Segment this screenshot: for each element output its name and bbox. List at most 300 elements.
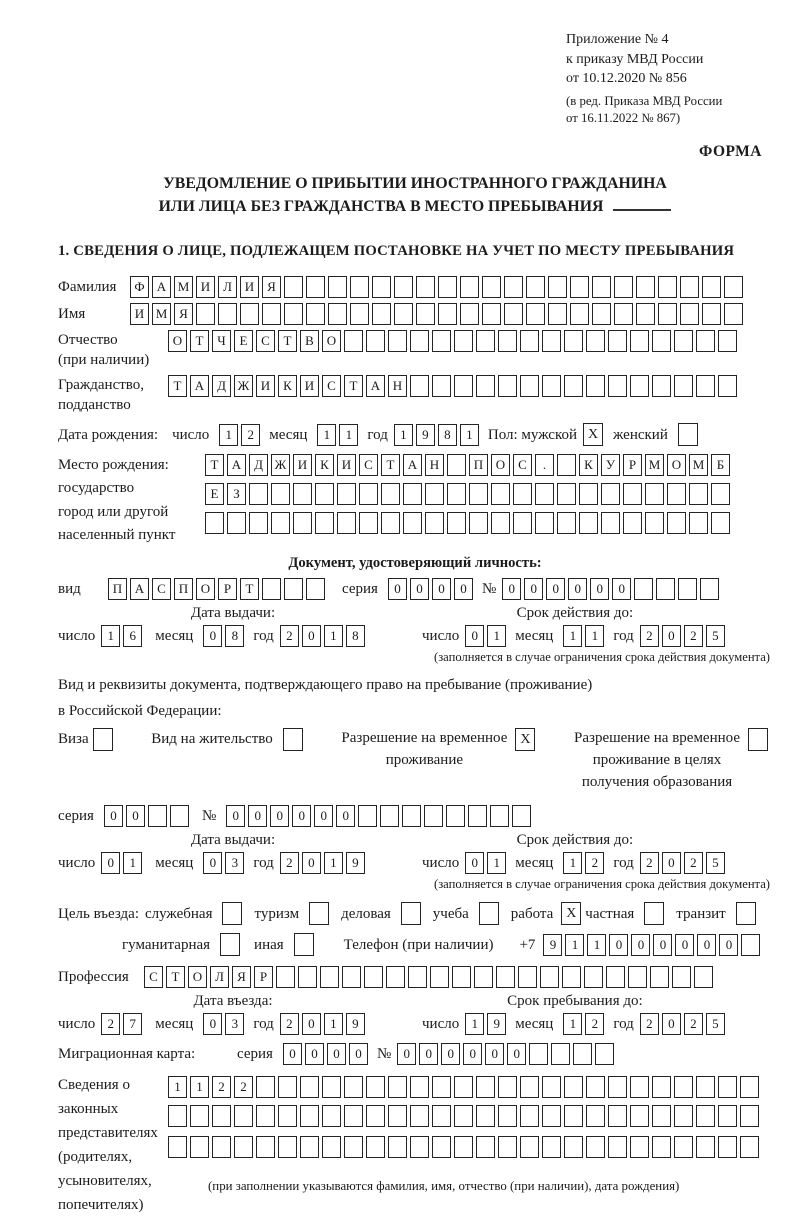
form-cell[interactable]: [432, 375, 451, 397]
form-cell[interactable]: [689, 483, 708, 505]
form-cell[interactable]: [284, 276, 303, 298]
form-cell[interactable]: С: [144, 966, 163, 988]
form-cell[interactable]: [696, 1076, 715, 1098]
form-cell[interactable]: [278, 1136, 297, 1158]
form-cell[interactable]: [608, 1136, 627, 1158]
form-cell[interactable]: И: [293, 454, 312, 476]
form-cell[interactable]: 1: [339, 424, 358, 446]
purpose-study-checkbox[interactable]: [479, 902, 499, 925]
form-cell[interactable]: 0: [454, 578, 473, 600]
form-cell[interactable]: 1: [563, 625, 582, 647]
form-cell[interactable]: [432, 1136, 451, 1158]
form-cell[interactable]: [542, 375, 561, 397]
form-cell[interactable]: И: [130, 303, 149, 325]
form-cell[interactable]: 3: [225, 852, 244, 874]
form-cell[interactable]: 0: [104, 805, 123, 827]
form-cell[interactable]: 1: [587, 934, 606, 956]
form-cell[interactable]: [573, 1043, 592, 1065]
form-cell[interactable]: 2: [684, 625, 703, 647]
form-cell[interactable]: К: [579, 454, 598, 476]
form-cell[interactable]: [630, 330, 649, 352]
visa-checkbox[interactable]: [93, 728, 113, 751]
form-cell[interactable]: [557, 454, 576, 476]
form-cell[interactable]: [328, 303, 347, 325]
form-cell[interactable]: [548, 276, 567, 298]
form-cell[interactable]: [293, 483, 312, 505]
form-cell[interactable]: [460, 303, 479, 325]
form-cell[interactable]: [212, 1136, 231, 1158]
form-cell[interactable]: Я: [262, 276, 281, 298]
form-cell[interactable]: [557, 512, 576, 534]
form-cell[interactable]: [293, 512, 312, 534]
form-cell[interactable]: 2: [212, 1076, 231, 1098]
form-cell[interactable]: [623, 512, 642, 534]
form-cell[interactable]: [256, 1076, 275, 1098]
form-cell[interactable]: 0: [441, 1043, 460, 1065]
form-cell[interactable]: 0: [675, 934, 694, 956]
form-cell[interactable]: [630, 375, 649, 397]
form-cell[interactable]: [520, 1076, 539, 1098]
form-cell[interactable]: 0: [349, 1043, 368, 1065]
form-cell[interactable]: [718, 1105, 737, 1127]
form-cell[interactable]: [586, 1136, 605, 1158]
form-cell[interactable]: 0: [662, 852, 681, 874]
form-cell[interactable]: [447, 512, 466, 534]
form-cell[interactable]: Д: [212, 375, 231, 397]
form-cell[interactable]: 1: [487, 852, 506, 874]
form-cell[interactable]: [300, 1136, 319, 1158]
form-cell[interactable]: [564, 1105, 583, 1127]
form-cell[interactable]: [535, 512, 554, 534]
form-cell[interactable]: [650, 966, 669, 988]
form-cell[interactable]: И: [300, 375, 319, 397]
form-cell[interactable]: [672, 966, 691, 988]
form-cell[interactable]: 2: [684, 852, 703, 874]
form-cell[interactable]: 2: [585, 1013, 604, 1035]
form-cell[interactable]: 8: [225, 625, 244, 647]
form-cell[interactable]: [381, 512, 400, 534]
form-cell[interactable]: 0: [327, 1043, 346, 1065]
form-cell[interactable]: 5: [706, 1013, 725, 1035]
form-cell[interactable]: [504, 276, 523, 298]
form-cell[interactable]: [674, 375, 693, 397]
form-cell[interactable]: Т: [166, 966, 185, 988]
form-cell[interactable]: [557, 483, 576, 505]
form-cell[interactable]: Ф: [130, 276, 149, 298]
form-cell[interactable]: [359, 512, 378, 534]
form-cell[interactable]: М: [152, 303, 171, 325]
form-cell[interactable]: 0: [270, 805, 289, 827]
form-cell[interactable]: [696, 330, 715, 352]
form-cell[interactable]: 2: [280, 1013, 299, 1035]
form-cell[interactable]: [350, 276, 369, 298]
form-cell[interactable]: [342, 966, 361, 988]
form-cell[interactable]: [520, 1105, 539, 1127]
form-cell[interactable]: [262, 578, 281, 600]
form-cell[interactable]: [256, 1136, 275, 1158]
form-cell[interactable]: Т: [381, 454, 400, 476]
form-cell[interactable]: [614, 276, 633, 298]
form-cell[interactable]: [476, 1076, 495, 1098]
form-cell[interactable]: [196, 303, 215, 325]
form-cell[interactable]: [218, 303, 237, 325]
form-cell[interactable]: А: [227, 454, 246, 476]
form-cell[interactable]: 9: [346, 1013, 365, 1035]
form-cell[interactable]: У: [601, 454, 620, 476]
form-cell[interactable]: [656, 578, 675, 600]
form-cell[interactable]: [447, 483, 466, 505]
form-cell[interactable]: [322, 1105, 341, 1127]
form-cell[interactable]: [645, 483, 664, 505]
form-cell[interactable]: [271, 483, 290, 505]
form-cell[interactable]: [337, 483, 356, 505]
form-cell[interactable]: [240, 303, 259, 325]
temp-residence-edu-checkbox[interactable]: [748, 728, 768, 751]
form-cell[interactable]: [460, 276, 479, 298]
form-cell[interactable]: [606, 966, 625, 988]
form-cell[interactable]: [402, 805, 421, 827]
form-cell[interactable]: 0: [410, 578, 429, 600]
form-cell[interactable]: [586, 1105, 605, 1127]
form-cell[interactable]: [278, 1105, 297, 1127]
form-cell[interactable]: К: [315, 454, 334, 476]
form-cell[interactable]: 2: [280, 852, 299, 874]
form-cell[interactable]: 0: [653, 934, 672, 956]
form-cell[interactable]: [542, 1136, 561, 1158]
form-cell[interactable]: М: [689, 454, 708, 476]
form-cell[interactable]: [410, 330, 429, 352]
form-cell[interactable]: [542, 1076, 561, 1098]
purpose-official-checkbox[interactable]: [222, 902, 242, 925]
form-cell[interactable]: 3: [225, 1013, 244, 1035]
form-cell[interactable]: [520, 1136, 539, 1158]
form-cell[interactable]: [408, 966, 427, 988]
purpose-other-checkbox[interactable]: [294, 933, 314, 956]
form-cell[interactable]: [711, 483, 730, 505]
form-cell[interactable]: [520, 330, 539, 352]
form-cell[interactable]: 0: [397, 1043, 416, 1065]
form-cell[interactable]: [322, 1136, 341, 1158]
form-cell[interactable]: 0: [612, 578, 631, 600]
form-cell[interactable]: А: [152, 276, 171, 298]
form-cell[interactable]: [636, 303, 655, 325]
form-cell[interactable]: [344, 1136, 363, 1158]
form-cell[interactable]: 0: [126, 805, 145, 827]
form-cell[interactable]: [190, 1136, 209, 1158]
form-cell[interactable]: 0: [697, 934, 716, 956]
form-cell[interactable]: [694, 966, 713, 988]
form-cell[interactable]: [350, 303, 369, 325]
form-cell[interactable]: Т: [190, 330, 209, 352]
form-cell[interactable]: [410, 1105, 429, 1127]
form-cell[interactable]: [592, 276, 611, 298]
form-cell[interactable]: [570, 276, 589, 298]
form-cell[interactable]: 2: [640, 1013, 659, 1035]
form-cell[interactable]: [601, 483, 620, 505]
form-cell[interactable]: [700, 578, 719, 600]
form-cell[interactable]: [425, 512, 444, 534]
form-cell[interactable]: 9: [346, 852, 365, 874]
form-cell[interactable]: [388, 330, 407, 352]
form-cell[interactable]: [491, 483, 510, 505]
form-cell[interactable]: 0: [568, 578, 587, 600]
form-cell[interactable]: [366, 1105, 385, 1127]
form-cell[interactable]: [403, 512, 422, 534]
form-cell[interactable]: [542, 330, 561, 352]
residence-permit-checkbox[interactable]: [283, 728, 303, 751]
form-cell[interactable]: 1: [487, 625, 506, 647]
form-cell[interactable]: [410, 375, 429, 397]
form-cell[interactable]: [380, 805, 399, 827]
form-cell[interactable]: С: [256, 330, 275, 352]
form-cell[interactable]: 7: [123, 1013, 142, 1035]
form-cell[interactable]: 1: [563, 1013, 582, 1035]
form-cell[interactable]: А: [190, 375, 209, 397]
form-cell[interactable]: [447, 454, 466, 476]
form-cell[interactable]: Т: [168, 375, 187, 397]
form-cell[interactable]: [520, 375, 539, 397]
form-cell[interactable]: [306, 578, 325, 600]
form-cell[interactable]: [562, 966, 581, 988]
form-cell[interactable]: 0: [388, 578, 407, 600]
form-cell[interactable]: [315, 512, 334, 534]
form-cell[interactable]: [476, 375, 495, 397]
form-cell[interactable]: 0: [305, 1043, 324, 1065]
form-cell[interactable]: А: [403, 454, 422, 476]
form-cell[interactable]: [498, 330, 517, 352]
form-cell[interactable]: Е: [234, 330, 253, 352]
form-cell[interactable]: 1: [465, 1013, 484, 1035]
form-cell[interactable]: [696, 1136, 715, 1158]
purpose-private-checkbox[interactable]: [644, 902, 664, 925]
form-cell[interactable]: [364, 966, 383, 988]
form-cell[interactable]: [584, 966, 603, 988]
form-cell[interactable]: 8: [438, 424, 457, 446]
form-cell[interactable]: .: [535, 454, 554, 476]
form-cell[interactable]: 9: [543, 934, 562, 956]
form-cell[interactable]: [469, 483, 488, 505]
form-cell[interactable]: [526, 303, 545, 325]
form-cell[interactable]: [551, 1043, 570, 1065]
purpose-tourism-checkbox[interactable]: [309, 902, 329, 925]
form-cell[interactable]: [586, 330, 605, 352]
form-cell[interactable]: [564, 330, 583, 352]
form-cell[interactable]: Д: [249, 454, 268, 476]
form-cell[interactable]: Т: [344, 375, 363, 397]
form-cell[interactable]: 2: [640, 625, 659, 647]
form-cell[interactable]: [658, 303, 677, 325]
form-cell[interactable]: [540, 966, 559, 988]
form-cell[interactable]: [504, 303, 523, 325]
form-cell[interactable]: [359, 483, 378, 505]
form-cell[interactable]: [262, 303, 281, 325]
form-cell[interactable]: [381, 483, 400, 505]
form-cell[interactable]: 0: [336, 805, 355, 827]
form-cell[interactable]: 1: [101, 625, 120, 647]
form-cell[interactable]: [689, 512, 708, 534]
temp-residence-checkbox[interactable]: X: [515, 728, 535, 751]
form-cell[interactable]: [410, 1076, 429, 1098]
form-cell[interactable]: Т: [205, 454, 224, 476]
form-cell[interactable]: А: [366, 375, 385, 397]
form-cell[interactable]: [454, 375, 473, 397]
purpose-business-checkbox[interactable]: [401, 902, 421, 925]
form-cell[interactable]: [741, 934, 760, 956]
form-cell[interactable]: Р: [254, 966, 273, 988]
form-cell[interactable]: В: [300, 330, 319, 352]
form-cell[interactable]: [498, 1076, 517, 1098]
form-cell[interactable]: О: [322, 330, 341, 352]
form-cell[interactable]: 9: [487, 1013, 506, 1035]
form-cell[interactable]: [454, 1076, 473, 1098]
form-cell[interactable]: Я: [232, 966, 251, 988]
form-cell[interactable]: 0: [631, 934, 650, 956]
form-cell[interactable]: Р: [218, 578, 237, 600]
form-cell[interactable]: [476, 1136, 495, 1158]
form-cell[interactable]: [702, 276, 721, 298]
form-cell[interactable]: [498, 1136, 517, 1158]
form-cell[interactable]: Ж: [271, 454, 290, 476]
form-cell[interactable]: 1: [585, 625, 604, 647]
form-cell[interactable]: 0: [465, 625, 484, 647]
form-cell[interactable]: 0: [502, 578, 521, 600]
form-cell[interactable]: 0: [419, 1043, 438, 1065]
form-cell[interactable]: [372, 276, 391, 298]
form-cell[interactable]: О: [491, 454, 510, 476]
form-cell[interactable]: 1: [563, 852, 582, 874]
form-cell[interactable]: [432, 1105, 451, 1127]
form-cell[interactable]: [394, 303, 413, 325]
form-cell[interactable]: [454, 1136, 473, 1158]
form-cell[interactable]: [474, 966, 493, 988]
form-cell[interactable]: 6: [123, 625, 142, 647]
form-cell[interactable]: [678, 578, 697, 600]
form-cell[interactable]: [432, 330, 451, 352]
form-cell[interactable]: [595, 1043, 614, 1065]
form-cell[interactable]: А: [130, 578, 149, 600]
form-cell[interactable]: К: [278, 375, 297, 397]
form-cell[interactable]: [430, 966, 449, 988]
form-cell[interactable]: [298, 966, 317, 988]
form-cell[interactable]: [579, 512, 598, 534]
form-cell[interactable]: [205, 512, 224, 534]
form-cell[interactable]: П: [108, 578, 127, 600]
form-cell[interactable]: [680, 303, 699, 325]
form-cell[interactable]: 2: [234, 1076, 253, 1098]
form-cell[interactable]: [344, 1076, 363, 1098]
form-cell[interactable]: [388, 1105, 407, 1127]
form-cell[interactable]: 0: [101, 852, 120, 874]
form-cell[interactable]: [645, 512, 664, 534]
form-cell[interactable]: [630, 1076, 649, 1098]
form-cell[interactable]: [674, 1105, 693, 1127]
form-cell[interactable]: О: [667, 454, 686, 476]
form-cell[interactable]: [271, 512, 290, 534]
form-cell[interactable]: [366, 330, 385, 352]
form-cell[interactable]: М: [174, 276, 193, 298]
form-cell[interactable]: Ч: [212, 330, 231, 352]
form-cell[interactable]: [496, 966, 515, 988]
form-cell[interactable]: [623, 483, 642, 505]
form-cell[interactable]: 0: [203, 1013, 222, 1035]
form-cell[interactable]: [526, 276, 545, 298]
form-cell[interactable]: [315, 483, 334, 505]
form-cell[interactable]: [702, 303, 721, 325]
form-cell[interactable]: [513, 483, 532, 505]
form-cell[interactable]: 0: [292, 805, 311, 827]
form-cell[interactable]: 2: [101, 1013, 120, 1035]
form-cell[interactable]: [416, 276, 435, 298]
form-cell[interactable]: С: [513, 454, 532, 476]
form-cell[interactable]: [249, 483, 268, 505]
form-cell[interactable]: 0: [203, 852, 222, 874]
form-cell[interactable]: И: [196, 276, 215, 298]
form-cell[interactable]: М: [645, 454, 664, 476]
form-cell[interactable]: 0: [226, 805, 245, 827]
form-cell[interactable]: 0: [463, 1043, 482, 1065]
form-cell[interactable]: [674, 330, 693, 352]
form-cell[interactable]: [322, 1076, 341, 1098]
gender-female-checkbox[interactable]: [678, 423, 698, 446]
form-cell[interactable]: [306, 303, 325, 325]
form-cell[interactable]: [337, 512, 356, 534]
form-cell[interactable]: З: [227, 483, 246, 505]
form-cell[interactable]: [344, 330, 363, 352]
form-cell[interactable]: [711, 512, 730, 534]
form-cell[interactable]: [518, 966, 537, 988]
form-cell[interactable]: 2: [585, 852, 604, 874]
form-cell[interactable]: [498, 375, 517, 397]
form-cell[interactable]: [306, 276, 325, 298]
form-cell[interactable]: [394, 276, 413, 298]
form-cell[interactable]: [358, 805, 377, 827]
form-cell[interactable]: [628, 966, 647, 988]
form-cell[interactable]: [512, 805, 531, 827]
form-cell[interactable]: 0: [546, 578, 565, 600]
form-cell[interactable]: И: [337, 454, 356, 476]
form-cell[interactable]: [542, 1105, 561, 1127]
form-cell[interactable]: [403, 483, 422, 505]
form-cell[interactable]: [168, 1136, 187, 1158]
form-cell[interactable]: [366, 1076, 385, 1098]
form-cell[interactable]: [372, 303, 391, 325]
form-cell[interactable]: [410, 1136, 429, 1158]
form-cell[interactable]: [249, 512, 268, 534]
form-cell[interactable]: 0: [590, 578, 609, 600]
form-cell[interactable]: 5: [706, 625, 725, 647]
form-cell[interactable]: 2: [280, 625, 299, 647]
form-cell[interactable]: [579, 483, 598, 505]
form-cell[interactable]: С: [359, 454, 378, 476]
form-cell[interactable]: [452, 966, 471, 988]
form-cell[interactable]: [608, 375, 627, 397]
form-cell[interactable]: 0: [314, 805, 333, 827]
form-cell[interactable]: [652, 375, 671, 397]
form-cell[interactable]: 0: [662, 1013, 681, 1035]
form-cell[interactable]: 1: [219, 424, 238, 446]
form-cell[interactable]: [535, 483, 554, 505]
form-cell[interactable]: [630, 1136, 649, 1158]
form-cell[interactable]: [652, 1076, 671, 1098]
form-cell[interactable]: Т: [240, 578, 259, 600]
form-cell[interactable]: 0: [507, 1043, 526, 1065]
form-cell[interactable]: О: [188, 966, 207, 988]
form-cell[interactable]: [608, 1076, 627, 1098]
form-cell[interactable]: [564, 375, 583, 397]
form-cell[interactable]: С: [322, 375, 341, 397]
form-cell[interactable]: [170, 805, 189, 827]
form-cell[interactable]: 9: [416, 424, 435, 446]
